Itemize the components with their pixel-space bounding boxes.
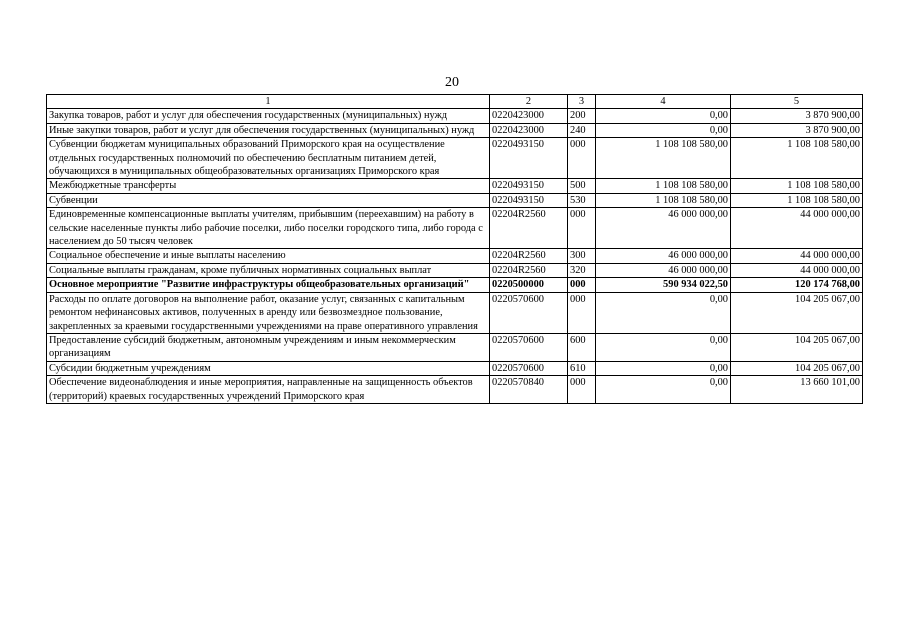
row-expense-type: 610 — [568, 361, 596, 375]
header-col-3: 3 — [568, 95, 596, 109]
row-expense-type: 000 — [568, 138, 596, 179]
row-expense-type: 000 — [568, 292, 596, 333]
budget-table-body — [47, 95, 863, 404]
table-row — [47, 376, 863, 404]
header-col-4: 4 — [596, 95, 731, 109]
header-col-1: 1 — [47, 95, 490, 109]
row-code: 0220570600 — [490, 292, 568, 333]
row-name: Субвенции — [47, 193, 490, 207]
row-expense-type: 000 — [568, 278, 596, 292]
row-value-4: 46 000 000,00 — [596, 208, 731, 249]
row-value-4: 0,00 — [596, 361, 731, 375]
row-code: 02204R2560 — [490, 249, 568, 263]
row-value-5: 1 108 108 580,00 — [731, 179, 863, 193]
table-row — [47, 263, 863, 277]
table-row — [47, 292, 863, 333]
row-value-5: 44 000 000,00 — [731, 249, 863, 263]
row-name: Иные закупки товаров, работ и услуг для обеспечения государственных (муниципальных) нужд — [47, 123, 490, 137]
row-value-4: 46 000 000,00 — [596, 249, 731, 263]
row-value-4: 1 108 108 580,00 — [596, 179, 731, 193]
row-code: 0220570600 — [490, 361, 568, 375]
row-expense-type: 240 — [568, 123, 596, 137]
table-row — [47, 278, 863, 292]
table-row — [47, 249, 863, 263]
row-expense-type: 600 — [568, 333, 596, 361]
row-code: 0220423000 — [490, 123, 568, 137]
row-value-5: 44 000 000,00 — [731, 263, 863, 277]
row-value-4: 0,00 — [596, 292, 731, 333]
row-name: Предоставление субсидий бюджетным, автономным учреждениям и иным некоммерческим организациям — [47, 333, 490, 361]
table-row — [47, 361, 863, 375]
row-code: 0220493150 — [490, 193, 568, 207]
row-code: 0220500000 — [490, 278, 568, 292]
row-expense-type: 200 — [568, 109, 596, 123]
row-code: 0220493150 — [490, 179, 568, 193]
row-value-5: 3 870 900,00 — [731, 123, 863, 137]
table-row — [47, 123, 863, 137]
row-value-4: 0,00 — [596, 376, 731, 404]
row-code: 02204R2560 — [490, 263, 568, 277]
page-number: 20 — [445, 75, 459, 90]
row-code: 0220570840 — [490, 376, 568, 404]
row-expense-type: 530 — [568, 193, 596, 207]
table-row — [47, 109, 863, 123]
row-value-5: 120 174 768,00 — [731, 278, 863, 292]
row-value-4: 0,00 — [596, 333, 731, 361]
table-row — [47, 179, 863, 193]
row-expense-type: 000 — [568, 208, 596, 249]
row-value-5: 1 108 108 580,00 — [731, 138, 863, 179]
row-value-4: 0,00 — [596, 123, 731, 137]
row-value-4: 590 934 022,50 — [596, 278, 731, 292]
row-expense-type: 320 — [568, 263, 596, 277]
row-value-5: 1 108 108 580,00 — [731, 193, 863, 207]
header-col-5: 5 — [731, 95, 863, 109]
row-value-5: 104 205 067,00 — [731, 292, 863, 333]
table-row — [47, 138, 863, 179]
row-value-4: 46 000 000,00 — [596, 263, 731, 277]
row-name: Социальные выплаты гражданам, кроме публичных нормативных социальных выплат — [47, 263, 490, 277]
row-code: 0220423000 — [490, 109, 568, 123]
row-name: Субвенции бюджетам муниципальных образований Приморского края на осуществление отдельных государственных полномочий по обеспечению бесплатным питанием детей, обучающихся в муниципальных общеобразовательных организациях Приморского края — [47, 138, 490, 179]
row-name: Единовременные компенсационные выплаты учителям, прибывшим (переехавшим) на работу в сельские населенные пункты либо рабочие поселки, либо поселки городского типа, либо города с населением до 50 тысяч человек — [47, 208, 490, 249]
row-name: Социальное обеспечение и иные выплаты населению — [47, 249, 490, 263]
row-name: Обеспечение видеонаблюдения и иные мероприятия, направленные на защищенность объектов (территорий) краевых государственных учреждений Приморского края — [47, 376, 490, 404]
row-value-5: 104 205 067,00 — [731, 333, 863, 361]
row-value-4: 0,00 — [596, 109, 731, 123]
row-value-4: 1 108 108 580,00 — [596, 193, 731, 207]
row-value-5: 13 660 101,00 — [731, 376, 863, 404]
table-row — [47, 193, 863, 207]
row-name: Расходы по оплате договоров на выполнение работ, оказание услуг, связанных с капитальным ремонтом нефинансовых активов, полученных в аренду или безвозмездное пользование, закрепленных за краевыми государственными учреждениями на праве оперативного управления — [47, 292, 490, 333]
header-col-2: 2 — [490, 95, 568, 109]
row-expense-type: 300 — [568, 249, 596, 263]
budget-table — [46, 94, 863, 404]
row-expense-type: 000 — [568, 376, 596, 404]
table-row — [47, 333, 863, 361]
header-row — [47, 95, 863, 109]
row-code: 0220570600 — [490, 333, 568, 361]
table-row — [47, 208, 863, 249]
row-name: Субсидии бюджетным учреждениям — [47, 361, 490, 375]
row-name: Межбюджетные трансферты — [47, 179, 490, 193]
row-value-5: 104 205 067,00 — [731, 361, 863, 375]
row-code: 02204R2560 — [490, 208, 568, 249]
row-value-5: 3 870 900,00 — [731, 109, 863, 123]
row-value-4: 1 108 108 580,00 — [596, 138, 731, 179]
row-name: Основное мероприятие "Развитие инфраструктуры общеобразовательных организаций" — [47, 278, 490, 292]
row-code: 0220493150 — [490, 138, 568, 179]
row-value-5: 44 000 000,00 — [731, 208, 863, 249]
row-name: Закупка товаров, работ и услуг для обеспечения государственных (муниципальных) нужд — [47, 109, 490, 123]
row-expense-type: 500 — [568, 179, 596, 193]
